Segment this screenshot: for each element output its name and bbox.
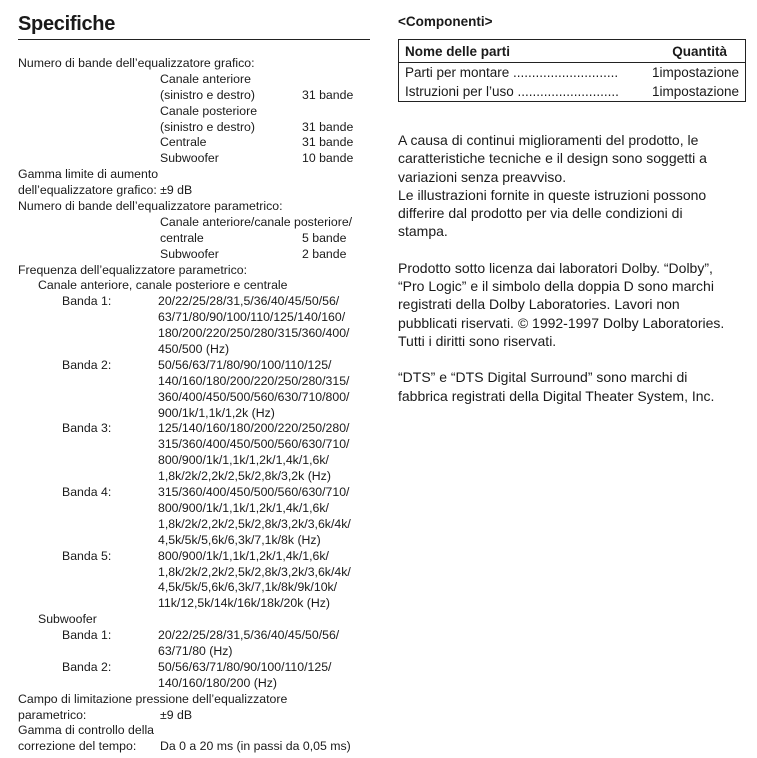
channel-label: (sinistro e destro) — [160, 87, 255, 102]
column-header-name: Nome delle parti — [399, 40, 640, 63]
spec-label: parametrico: — [18, 707, 87, 722]
band-count: 2 bande — [302, 246, 347, 261]
spec-row — [18, 135, 370, 151]
spec-subheading — [18, 612, 370, 628]
note-paragraph — [398, 131, 748, 241]
spec-label: Numero di bande dell’equalizzatore grafico: — [18, 56, 255, 70]
band-count: 31 bande — [302, 87, 354, 102]
channel-label: Canale posteriore — [160, 103, 258, 118]
spec-row — [18, 247, 370, 263]
band-frequencies: 450/500 (Hz) — [158, 342, 230, 357]
band-frequencies: 315/360/400/450/500/560/630/710/ — [158, 485, 350, 500]
channel-group-label: Canale anteriore, canale posteriore e centrale — [38, 278, 288, 293]
spec-label: Frequenza dell’equalizzatore parametrico: — [18, 262, 247, 277]
band-name: Banda 1: — [62, 628, 112, 643]
spec-row — [18, 72, 370, 88]
table-header-row — [399, 40, 746, 63]
note-line: “Pro Logic” e il simbolo della doppia D sono marchi — [398, 278, 714, 295]
band-frequencies: 50/56/63/71/80/90/100/110/125/ — [158, 357, 332, 372]
column-header-quantity: Quantità — [639, 40, 745, 63]
band-frequencies: 1,8k/2k/2,2k/2,5k/2,8k/3,2k/3,6k/4k/ — [158, 564, 351, 579]
note-line: “DTS” e “DTS Digital Surround” sono marchi di — [398, 369, 688, 386]
band-row — [18, 565, 370, 581]
band-frequencies: 800/900/1k/1,1k/1,2k/1,4k/1,6k/ — [158, 453, 329, 468]
note-line: registrati della Dolby Laboratories. Lavori non — [398, 296, 680, 313]
band-row — [18, 390, 370, 406]
band-row — [18, 628, 370, 644]
band-row — [18, 421, 370, 437]
note-line: fabbrica registrati della Digital Theater System, Inc. — [398, 387, 715, 404]
components-table — [398, 39, 746, 102]
band-row — [18, 453, 370, 469]
spec-heading — [18, 56, 370, 72]
band-row — [18, 358, 370, 374]
band-row — [18, 469, 370, 485]
band-frequencies: 1,8k/2k/2,2k/2,5k/2,8k/3,2k (Hz) — [158, 469, 331, 484]
spec-heading — [18, 199, 370, 215]
band-row — [18, 580, 370, 596]
channel-label: Centrale — [160, 135, 207, 150]
band-frequencies: 180/200/220/250/280/315/360/400/ — [158, 326, 350, 341]
spec-heading — [18, 263, 370, 279]
band-frequencies: 63/71/80 (Hz) — [158, 643, 233, 658]
band-count: 31 bande — [302, 135, 354, 150]
band-name: Banda 1: — [62, 294, 112, 309]
spec-subheading — [18, 278, 370, 294]
spec-label: correzione del tempo: — [18, 739, 137, 754]
channel-group-label: Subwoofer — [38, 612, 97, 627]
note-paragraph — [398, 368, 748, 405]
notes — [398, 131, 748, 405]
part-name: Parti per montare ............................ — [405, 65, 619, 80]
channel-label: Subwoofer — [160, 246, 219, 261]
band-frequencies: 140/160/180/200/220/250/280/315/ — [158, 373, 350, 388]
band-row — [18, 644, 370, 660]
table-row — [399, 82, 746, 102]
band-row — [18, 374, 370, 390]
part-quantity: 1impostazione — [651, 65, 739, 80]
channel-label: centrale — [160, 230, 204, 245]
specifications-list — [18, 56, 370, 755]
band-frequencies: 20/22/25/28/31,5/36/40/45/50/56/ — [158, 628, 340, 643]
band-row — [18, 660, 370, 676]
note-line: pubblicati riservati. © 1992-1997 Dolby Laboratories. — [398, 314, 725, 331]
band-count: 31 bande — [302, 119, 354, 134]
band-frequencies: 11k/12,5k/14k/16k/18k/20k (Hz) — [158, 596, 331, 611]
band-frequencies: 800/900/1k/1,1k/1,2k/1,4k/1,6k/ — [158, 548, 329, 563]
spec-label: Gamma di controllo della — [18, 723, 155, 738]
band-frequencies: 4,5k/5k/5,6k/6,3k/7,1k/8k (Hz) — [158, 532, 321, 547]
band-name: Banda 2: — [62, 659, 112, 674]
part-name: Istruzioni per l’uso ........................... — [405, 84, 619, 99]
band-name: Banda 4: — [62, 485, 112, 500]
components-section — [398, 12, 748, 405]
channel-label: Canale anteriore/canale posteriore/ — [160, 214, 353, 229]
spec-row — [18, 739, 370, 755]
spec-row — [18, 151, 370, 167]
spec-label: dell’equalizzatore grafico: ±9 dB — [18, 183, 193, 198]
section-title: Specifiche — [18, 12, 370, 40]
note-line: Le illustrazioni fornite in queste istruzioni possono — [398, 186, 707, 203]
note-line: stampa. — [398, 223, 448, 240]
band-frequencies: 50/56/63/71/80/90/100/110/125/ — [158, 659, 332, 674]
note-paragraph — [398, 259, 748, 350]
note-line: Prodotto sotto licenza dai laboratori Dolby. “Dolby”, — [398, 259, 713, 276]
band-frequencies: 800/900/1k/1,1k/1,2k/1,4k/1,6k/ — [158, 500, 329, 515]
spec-label: Gamma limite di aumento — [18, 167, 159, 182]
components-title: <Componenti> — [398, 14, 493, 29]
band-frequencies: 140/160/180/200 (Hz) — [158, 675, 277, 690]
note-line: variazioni senza preavviso. — [398, 168, 567, 185]
band-row — [18, 310, 370, 326]
spec-row — [18, 88, 370, 104]
spec-row — [18, 215, 370, 231]
note-line: Tutti i diritti sono riservati. — [398, 332, 557, 349]
band-row — [18, 485, 370, 501]
band-row — [18, 294, 370, 310]
band-name: Banda 2: — [62, 357, 112, 372]
band-row — [18, 596, 370, 612]
spec-row — [18, 231, 370, 247]
band-row — [18, 676, 370, 692]
band-frequencies: 20/22/25/28/31,5/36/40/45/50/56/ — [158, 294, 340, 309]
band-count: 10 bande — [302, 151, 354, 166]
spec-row — [18, 104, 370, 120]
spec-label: Numero di bande dell’equalizzatore parametrico: — [18, 199, 283, 214]
spec-value: Da 0 a 20 ms (in passi da 0,05 ms) — [160, 739, 351, 754]
band-frequencies: 1,8k/2k/2,2k/2,5k/2,8k/3,2k/3,6k/4k/ — [158, 516, 351, 531]
band-frequencies: 125/140/160/180/200/220/250/280/ — [158, 421, 350, 436]
spec-value: ±9 dB — [160, 707, 193, 722]
band-row — [18, 517, 370, 533]
part-quantity: 1impostazione — [651, 84, 739, 99]
band-count: 5 bande — [302, 230, 347, 245]
band-frequencies: 360/400/450/500/560/630/710/800/ — [158, 389, 350, 404]
band-row — [18, 326, 370, 342]
note-line: differire dal prodotto per via delle condizioni di — [398, 205, 683, 222]
spec-label: Campo di limitazione pressione dell’equalizzatore — [18, 691, 288, 706]
channel-label: Subwoofer — [160, 151, 219, 166]
table-row — [399, 63, 746, 83]
channel-label: Canale anteriore — [160, 71, 251, 86]
spec-heading — [18, 167, 370, 183]
band-row — [18, 501, 370, 517]
band-row — [18, 437, 370, 453]
spec-heading — [18, 183, 370, 199]
band-frequencies: 4,5k/5k/5,6k/6,3k/7,1k/8k/9k/10k/ — [158, 580, 338, 595]
specifications-section — [18, 12, 370, 755]
band-frequencies: 900/1k/1,1k/1,2k (Hz) — [158, 405, 275, 420]
spec-row — [18, 120, 370, 136]
note-line: caratteristiche tecniche e il design sono soggetti a — [398, 150, 707, 167]
band-name: Banda 3: — [62, 421, 112, 436]
band-row — [18, 406, 370, 422]
note-line: A causa di continui miglioramenti del prodotto, le — [398, 132, 699, 148]
band-row — [18, 342, 370, 358]
spec-row — [18, 708, 370, 724]
spec-heading — [18, 692, 370, 708]
band-frequencies: 63/71/80/90/100/110/125/140/160/ — [158, 310, 346, 325]
band-name: Banda 5: — [62, 548, 112, 563]
band-row — [18, 533, 370, 549]
band-frequencies: 315/360/400/450/500/560/630/710/ — [158, 437, 350, 452]
spec-heading — [18, 723, 370, 739]
channel-label: (sinistro e destro) — [160, 119, 255, 134]
band-row — [18, 549, 370, 565]
